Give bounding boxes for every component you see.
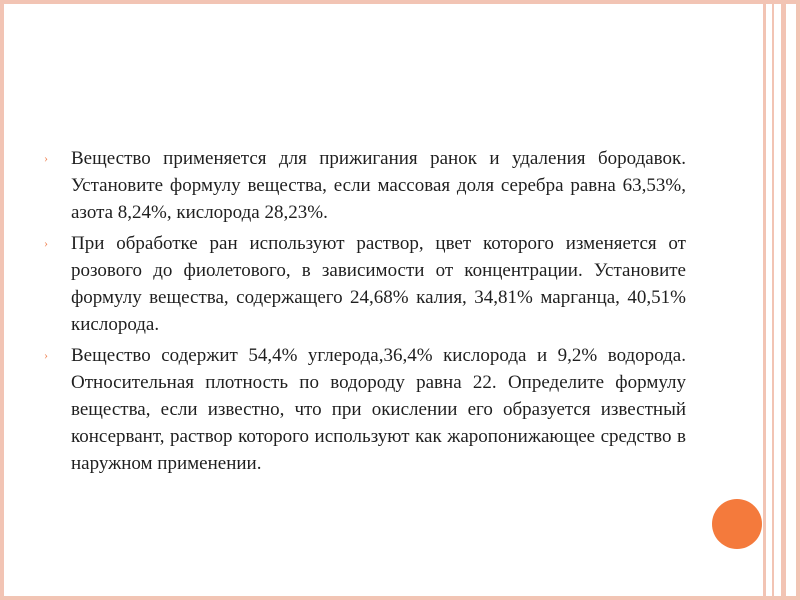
slide-border-bottom: [0, 596, 800, 600]
decorative-rail: [763, 0, 766, 600]
bullet-text: Вещество применяется для прижигания ранок и удаления бородавок. Установите формулу вещества, если массовая доля серебра равна 63,53%, азота 8,24%, кислорода 28,23%.: [71, 148, 686, 223]
bullet-text: При обработке ран используют раствор, цвет которого изменяется от розового до фиолетового, в зависимости от концентрации. Установите формулу вещества, содержащего 24,68% калия, 34,81% марганца, 40,51% кислорода.: [71, 233, 686, 335]
decorative-rail: [781, 0, 786, 600]
bullet-icon: ›: [44, 348, 48, 362]
decorative-circle-icon: [712, 499, 762, 549]
bullet-text: Вещество содержит 54,4% углерода,36,4% кислорода и 9,2% водорода. Относительная плотность по водороду равна 22. Определите формулу вещества, если известно, что при окислении его образуется известный консервант, раствор которого используют как жаропонижающее средство в наружном применении.: [71, 345, 686, 474]
decorative-rail: [772, 0, 774, 600]
bullet-icon: ›: [44, 236, 48, 250]
slide-border-left: [0, 0, 4, 600]
bullet-item: [44, 145, 686, 226]
bullet-icon: ›: [44, 151, 48, 165]
slide-border-right: [796, 0, 800, 600]
bullet-item: [44, 342, 686, 477]
bullet-item: [44, 230, 686, 338]
slide-border-top: [0, 0, 800, 4]
bullet-list: [44, 145, 686, 481]
